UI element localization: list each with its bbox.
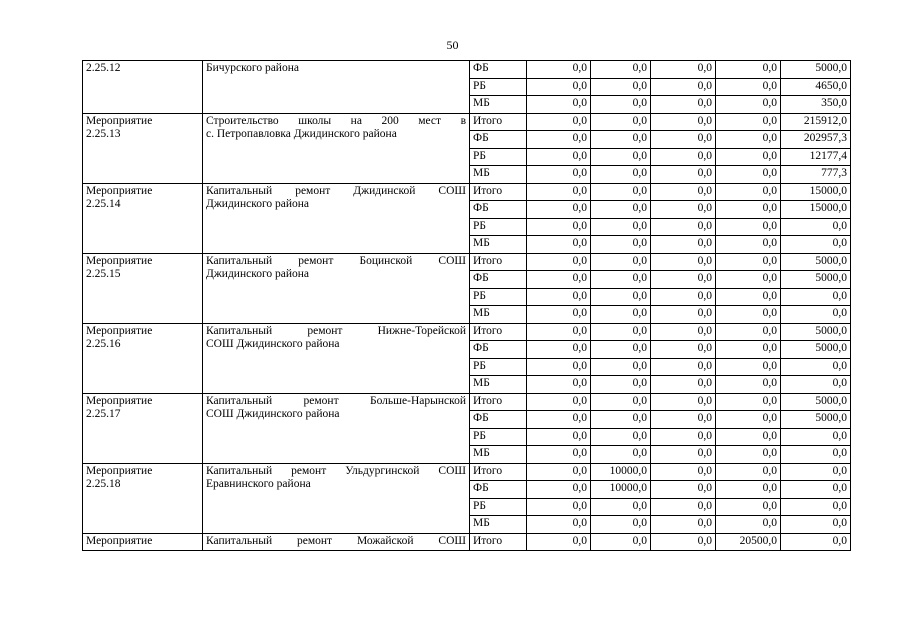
amount-cell: 0,0 [591,183,651,201]
measure-code-line: 2.25.13 [86,127,121,140]
amount-cell: 0,0 [716,393,781,411]
amount-cell: 0,0 [781,218,851,236]
funding-source-cell: ФБ [470,61,527,79]
amount-cell: 0,0 [591,428,651,446]
amount-cell: 0,0 [651,358,716,376]
amount-cell: 0,0 [527,341,591,359]
amount-cell: 0,0 [527,271,591,289]
amount-cell: 0,0 [591,341,651,359]
amount-cell: 0,0 [651,148,716,166]
funding-source-cell: ФБ [470,201,527,219]
amount-cell: 20500,0 [716,533,781,551]
amount-cell: 0,0 [527,288,591,306]
funding-source-cell: МБ [470,96,527,114]
amount-cell: 0,0 [527,201,591,219]
table-body [83,61,851,551]
amount-cell: 0,0 [591,131,651,149]
amount-cell: 0,0 [651,201,716,219]
amount-cell: 0,0 [651,288,716,306]
amount-cell: 0,0 [781,428,851,446]
measure-code-cell [83,113,203,183]
amount-cell: 12177,4 [781,148,851,166]
amount-cell: 0,0 [651,306,716,324]
amount-cell: 0,0 [591,306,651,324]
measure-code-line: 2.25.16 [86,337,121,350]
measure-description-cell [203,253,470,323]
funding-source-cell: РБ [470,428,527,446]
amount-cell: 15000,0 [781,183,851,201]
amount-cell: 202957,3 [781,131,851,149]
funding-source-cell: РБ [470,498,527,516]
amount-cell: 0,0 [527,306,591,324]
measure-description-line: Капитальный ремонт Джидинской СОШ [206,184,466,197]
amount-cell: 0,0 [527,463,591,481]
measure-description-line: Бичурского района [206,62,299,74]
table-row [83,61,851,79]
measure-description-line: Капитальный ремонт Больше-Нарынской [206,394,466,407]
amount-cell: 0,0 [651,271,716,289]
amount-cell: 0,0 [716,61,781,79]
funding-source-cell: ФБ [470,131,527,149]
amount-cell: 0,0 [716,113,781,131]
measure-description-line: с. Петропавловка Джидинского района [206,127,397,140]
table-row [83,393,851,411]
funding-source-cell: РБ [470,148,527,166]
amount-cell: 0,0 [527,183,591,201]
amount-cell: 0,0 [527,166,591,184]
funding-source-cell: Итого [470,183,527,201]
amount-cell: 0,0 [591,323,651,341]
amount-cell: 0,0 [527,236,591,254]
amount-cell: 0,0 [527,393,591,411]
amount-cell: 0,0 [527,131,591,149]
amount-cell: 0,0 [781,288,851,306]
amount-cell: 0,0 [716,481,781,499]
amount-cell: 0,0 [527,533,591,551]
amount-cell: 0,0 [716,288,781,306]
measure-code-line: Мероприятие [86,114,153,127]
amount-cell: 0,0 [716,271,781,289]
amount-cell: 5000,0 [781,393,851,411]
amount-cell: 0,0 [651,61,716,79]
funding-source-cell: Итого [470,323,527,341]
amount-cell: 0,0 [527,516,591,534]
measure-code-line: Мероприятие [86,394,153,407]
amount-cell: 0,0 [527,148,591,166]
amount-cell: 0,0 [716,446,781,464]
amount-cell: 0,0 [781,463,851,481]
measure-code-cell [83,533,203,551]
amount-cell: 0,0 [651,446,716,464]
amount-cell: 0,0 [781,533,851,551]
amount-cell: 0,0 [527,411,591,429]
amount-cell: 0,0 [591,96,651,114]
amount-cell: 215912,0 [781,113,851,131]
amount-cell: 0,0 [781,306,851,324]
amount-cell: 0,0 [716,376,781,394]
measure-description-line: Джидинского района [206,197,310,210]
amount-cell: 0,0 [527,446,591,464]
amount-cell: 0,0 [716,428,781,446]
amount-cell: 0,0 [527,78,591,96]
measure-description-cell [203,533,470,551]
amount-cell: 0,0 [591,271,651,289]
amount-cell: 0,0 [651,113,716,131]
measure-code-cell [83,393,203,463]
amount-cell: 0,0 [781,376,851,394]
amount-cell: 0,0 [527,358,591,376]
measure-description-line: Капитальный ремонт Ульдургинской СОШ [206,464,466,477]
amount-cell: 0,0 [527,218,591,236]
amount-cell: 0,0 [651,78,716,96]
funding-source-cell: МБ [470,446,527,464]
amount-cell: 777,3 [781,166,851,184]
amount-cell: 0,0 [716,183,781,201]
amount-cell: 5000,0 [781,253,851,271]
amount-cell: 0,0 [651,166,716,184]
table-row [83,533,851,551]
amount-cell: 0,0 [781,236,851,254]
amount-cell: 0,0 [781,481,851,499]
measure-description-cell [203,183,470,253]
amount-cell: 0,0 [716,96,781,114]
measure-code-cell [83,61,203,114]
measure-description-line: Еравнинского района [206,477,311,490]
funding-source-cell: ФБ [470,411,527,429]
amount-cell: 0,0 [591,393,651,411]
funding-source-cell: Итого [470,253,527,271]
amount-cell: 0,0 [591,411,651,429]
amount-cell: 0,0 [716,358,781,376]
amount-cell: 0,0 [651,498,716,516]
amount-cell: 0,0 [651,323,716,341]
amount-cell: 0,0 [651,481,716,499]
amount-cell: 0,0 [716,201,781,219]
amount-cell: 0,0 [716,78,781,96]
amount-cell: 0,0 [651,393,716,411]
funding-source-cell: МБ [470,166,527,184]
measure-description-line: Капитальный ремонт Боцинской СОШ [206,254,466,267]
amount-cell: 0,0 [716,323,781,341]
amount-cell: 0,0 [716,148,781,166]
amount-cell: 0,0 [716,411,781,429]
amount-cell: 0,0 [591,218,651,236]
funding-source-cell: Итого [470,113,527,131]
amount-cell: 0,0 [591,253,651,271]
funding-source-cell: МБ [470,236,527,254]
amount-cell: 0,0 [591,358,651,376]
measure-description-cell [203,61,470,114]
measure-code-line: 2.25.12 [86,62,121,74]
amount-cell: 0,0 [651,428,716,446]
measure-code-line: Мероприятие [86,254,153,267]
measure-code-line: Мероприятие [86,534,153,547]
amount-cell: 0,0 [591,201,651,219]
amount-cell: 0,0 [781,358,851,376]
measure-description-line: Капитальный ремонт Можайской СОШ [206,534,466,547]
amount-cell: 0,0 [651,376,716,394]
amount-cell: 0,0 [716,253,781,271]
amount-cell: 5000,0 [781,323,851,341]
table-row [83,183,851,201]
amount-cell: 5000,0 [781,341,851,359]
amount-cell: 350,0 [781,96,851,114]
amount-cell: 0,0 [651,411,716,429]
funding-source-cell: ФБ [470,341,527,359]
amount-cell: 5000,0 [781,61,851,79]
funding-source-cell: РБ [470,288,527,306]
amount-cell: 0,0 [651,183,716,201]
measure-code-line: 2.25.17 [86,407,121,420]
amount-cell: 0,0 [527,481,591,499]
table-row [83,323,851,341]
amount-cell: 0,0 [591,78,651,96]
amount-cell: 0,0 [591,376,651,394]
funding-source-cell: Итого [470,463,527,481]
amount-cell: 0,0 [591,61,651,79]
amount-cell: 0,0 [716,131,781,149]
measure-code-cell [83,463,203,533]
measure-description-line: Капитальный ремонт Нижне-Торейской [206,324,466,337]
funding-source-cell: ФБ [470,481,527,499]
amount-cell: 0,0 [716,516,781,534]
amount-cell: 0,0 [781,516,851,534]
amount-cell: 0,0 [591,498,651,516]
amount-cell: 0,0 [716,306,781,324]
table-row [83,463,851,481]
amount-cell: 0,0 [591,236,651,254]
amount-cell: 0,0 [716,463,781,481]
funding-source-cell: РБ [470,358,527,376]
amount-cell: 0,0 [591,148,651,166]
amount-cell: 5000,0 [781,271,851,289]
measure-code-line: 2.25.18 [86,477,121,490]
measure-code-line: 2.25.14 [86,197,121,210]
amount-cell: 0,0 [716,236,781,254]
measure-description-line: Джидинского района [206,267,310,280]
amount-cell: 0,0 [527,253,591,271]
measure-code-line: 2.25.15 [86,267,121,280]
amount-cell: 10000,0 [591,463,651,481]
amount-cell: 0,0 [527,323,591,341]
funding-source-cell: РБ [470,218,527,236]
budget-table [82,60,851,551]
measure-code-line: Мероприятие [86,464,153,477]
amount-cell: 0,0 [651,516,716,534]
amount-cell: 5000,0 [781,411,851,429]
funding-source-cell: МБ [470,306,527,324]
amount-cell: 0,0 [591,113,651,131]
amount-cell: 0,0 [716,166,781,184]
amount-cell: 0,0 [651,533,716,551]
measure-description-line: Строительство школы на 200 мест в [206,114,466,127]
table-row [83,253,851,271]
page-number: 50 [446,38,459,52]
amount-cell: 15000,0 [781,201,851,219]
amount-cell: 0,0 [716,341,781,359]
amount-cell: 0,0 [716,498,781,516]
measure-description-cell [203,463,470,533]
amount-cell: 0,0 [651,218,716,236]
amount-cell: 0,0 [651,96,716,114]
amount-cell: 0,0 [527,96,591,114]
funding-source-cell: ФБ [470,271,527,289]
measure-code-line: Мероприятие [86,324,153,337]
amount-cell: 0,0 [527,113,591,131]
amount-cell: 10000,0 [591,481,651,499]
amount-cell: 0,0 [781,446,851,464]
measure-description-cell [203,113,470,183]
amount-cell: 0,0 [527,498,591,516]
amount-cell: 0,0 [591,166,651,184]
amount-cell: 0,0 [591,288,651,306]
measure-code-cell [83,253,203,323]
amount-cell: 0,0 [591,533,651,551]
amount-cell: 0,0 [527,376,591,394]
amount-cell: 0,0 [591,516,651,534]
amount-cell: 0,0 [651,131,716,149]
measure-code-cell [83,323,203,393]
amount-cell: 0,0 [527,61,591,79]
measure-code-line: Мероприятие [86,184,153,197]
amount-cell: 0,0 [591,446,651,464]
amount-cell: 0,0 [716,218,781,236]
amount-cell: 0,0 [651,341,716,359]
amount-cell: 0,0 [527,428,591,446]
amount-cell: 0,0 [781,498,851,516]
amount-cell: 0,0 [651,253,716,271]
funding-source-cell: Итого [470,393,527,411]
amount-cell: 0,0 [651,236,716,254]
measure-description-cell [203,393,470,463]
measure-description-line: СОШ Джидинского района [206,337,340,350]
table-row [83,113,851,131]
amount-cell: 4650,0 [781,78,851,96]
measure-code-cell [83,183,203,253]
funding-source-cell: МБ [470,376,527,394]
measure-description-line: СОШ Джидинского района [206,407,340,420]
funding-source-cell: РБ [470,78,527,96]
funding-source-cell: МБ [470,516,527,534]
funding-source-cell: Итого [470,533,527,551]
amount-cell: 0,0 [651,463,716,481]
measure-description-cell [203,323,470,393]
